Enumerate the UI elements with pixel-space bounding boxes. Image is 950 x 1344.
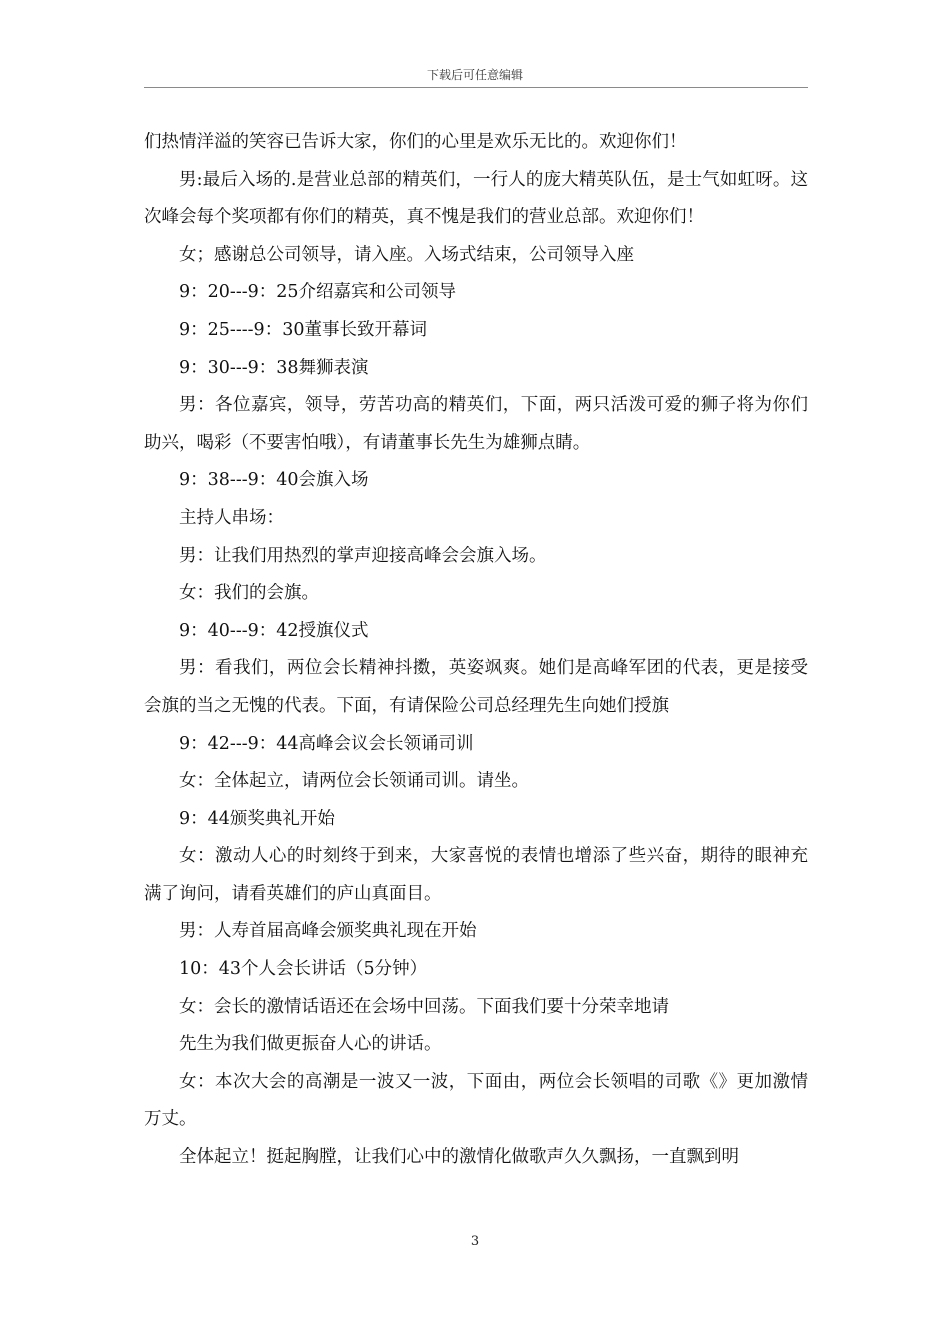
schedule-line: 9：40---9：42授旗仪式 <box>179 620 369 641</box>
paragraph: 们热情洋溢的笑容已告诉大家，你们的心里是欢乐无比的。欢迎你们！ <box>144 132 687 152</box>
header-divider <box>144 87 808 88</box>
paragraph: 女：会长的激情话语还在会场中回荡。下面我们要十分荣幸地请 <box>179 996 669 1017</box>
schedule-line: 9：20---9：25介绍嘉宾和公司领导 <box>179 282 457 303</box>
document-body <box>144 124 808 1177</box>
schedule-line: 9：30---9：38舞狮表演 <box>179 357 369 378</box>
paragraph: 女：本次大会的高潮是一波又一波，下面由，两位会长领唱的司歌《》更加激情万丈。 <box>144 1071 808 1130</box>
paragraph: 男:最后入场的.是营业总部的精英们，一行人的庞大精英队伍，是士气如虹呀。这次峰会每个奖项都有你们的精英，真不愧是我们的营业总部。欢迎你们！ <box>144 169 808 228</box>
schedule-line: 10：43个人会长讲话（5分钟） <box>179 959 428 980</box>
paragraph: 主持人串场： <box>179 507 284 528</box>
schedule-line: 9：44颁奖典礼开始 <box>179 808 335 829</box>
paragraph: 全体起立！挺起胸膛，让我们心中的激情化做歌声久久飘扬，一直飘到明 <box>179 1147 739 1168</box>
page-header: 下载后可任意编辑 <box>426 68 523 82</box>
paragraph: 男：各位嘉宾，领导，劳苦功高的精英们，下面，两只活泼可爱的狮子将为你们助兴，喝彩（不要害怕哦），有请董事长先生为雄狮点睛。 <box>144 395 808 453</box>
paragraph: 男：让我们用热烈的掌声迎接高峰会会旗入场。 <box>179 545 547 566</box>
paragraph: 女：我们的会旗。 <box>179 583 319 604</box>
paragraph: 女：激动人心的时刻终于到来，大家喜悦的表情也增添了些兴奋，期待的眼神充满了询问，请看英雄们的庐山真面目。 <box>144 846 808 904</box>
paragraph: 先生为我们做更振奋人心的讲话。 <box>179 1034 442 1055</box>
paragraph: 男：人寿首届高峰会颁奖典礼现在开始 <box>179 921 477 942</box>
schedule-line: 9：38---9：40会旗入场 <box>179 470 369 491</box>
schedule-line: 9：42---9：44高峰会议会长领诵司训 <box>179 733 474 754</box>
paragraph: 女；感谢总公司领导，请入座。入场式结束，公司领导入座 <box>179 244 634 265</box>
schedule-line: 9：25----9：30董事长致开幕词 <box>179 319 427 340</box>
paragraph: 男：看我们，两位会长精神抖擞，英姿飒爽。她们是高峰军团的代表，更是接受会旗的当之无愧的代表。下面，有请保险公司总经理先生向她们授旗 <box>144 658 808 716</box>
paragraph: 女：全体起立，请两位会长领诵司训。请坐。 <box>179 771 529 792</box>
page-number: 3 <box>470 1234 480 1249</box>
